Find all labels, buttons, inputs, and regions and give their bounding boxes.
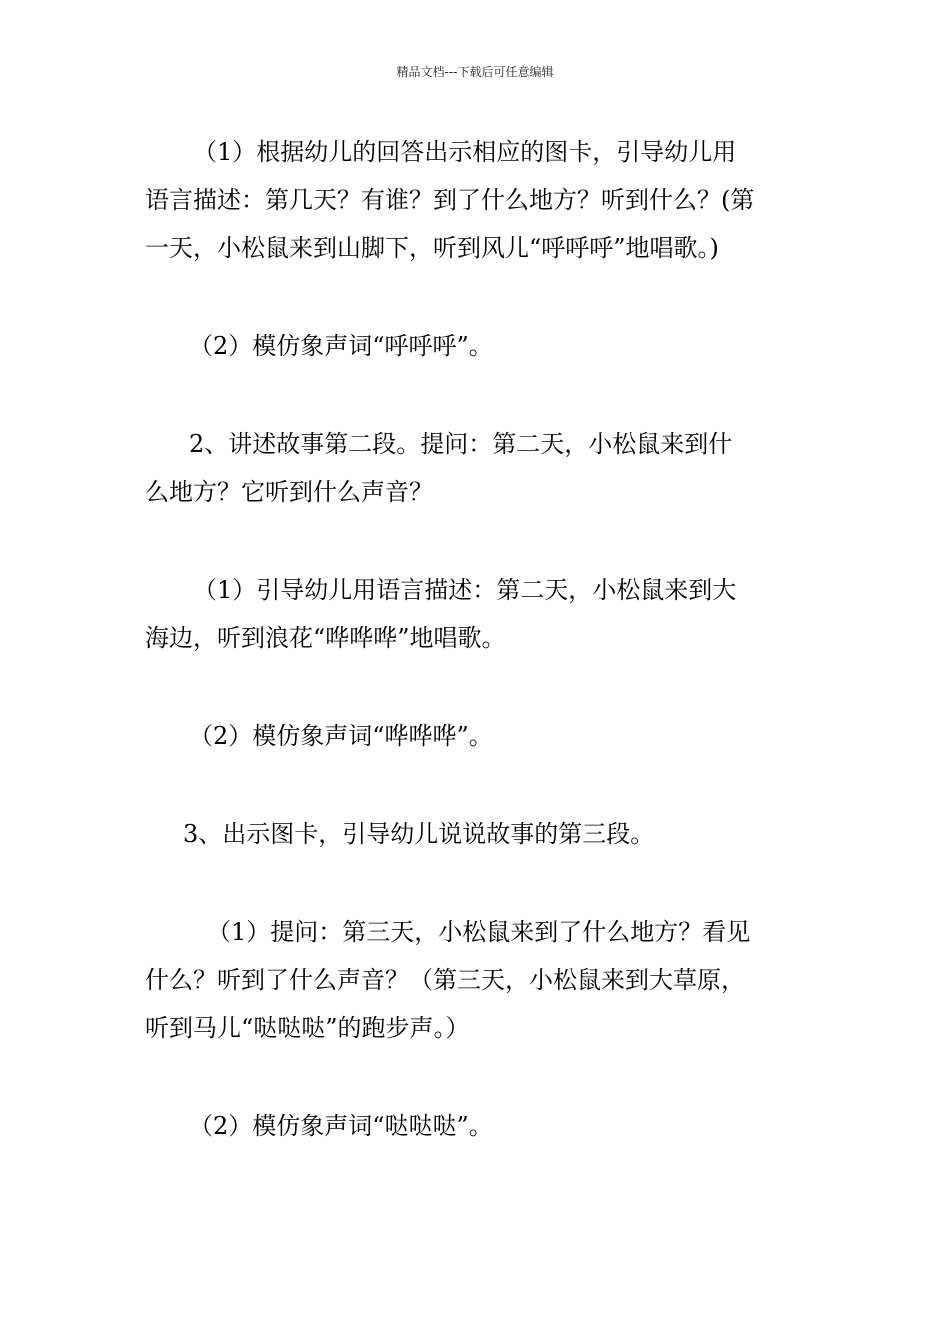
text-line: 海边，听到浪花“哗哗哗”地唱歌。 — [145, 624, 506, 652]
paragraph-7 — [145, 908, 815, 1052]
page-header: 精品文档---下载后可任意编辑 — [396, 65, 554, 79]
paragraph-8 — [145, 1102, 815, 1150]
paragraph-2 — [145, 322, 815, 370]
text-line: （1）引导幼儿用语言描述：第二天，小松鼠来到大 — [193, 576, 737, 604]
text-line: 语言描述：第几天？有谁？到了什么地方？听到什么？(第 — [145, 186, 755, 214]
paragraph-5 — [145, 712, 815, 760]
text-line: 一天，小松鼠来到山脚下，听到风儿“呼呼呼”地唱歌。) — [145, 234, 719, 262]
text-line: （2）模仿象声词“哗哗哗”。 — [189, 722, 493, 750]
text-line: 3、出示图卡，引导幼儿说说故事的第三段。 — [183, 820, 655, 848]
text-line: （1）根据幼儿的回答出示相应的图卡，引导幼儿用 — [193, 138, 737, 166]
paragraph-4 — [145, 566, 815, 662]
text-line: 么地方？它听到什么声音？ — [145, 478, 433, 506]
text-line: （2）模仿象声词“呼呼呼”。 — [189, 332, 493, 360]
document-body — [145, 128, 815, 1150]
text-line: （1）提问：第三天，小松鼠来到了什么地方？看见 — [207, 918, 751, 946]
text-line: （2）模仿象声词“哒哒哒”。 — [189, 1112, 493, 1140]
paragraph-6 — [145, 810, 815, 858]
text-line: 2、讲述故事第二段。提问：第二天，小松鼠来到什 — [189, 430, 733, 458]
paragraph-3 — [145, 420, 815, 516]
text-line: 听到马儿“哒哒哒”的跑步声。） — [145, 1014, 470, 1042]
text-line: 什么？听到了什么声音？（第三天，小松鼠来到大草原， — [145, 966, 745, 994]
paragraph-1 — [145, 128, 815, 272]
